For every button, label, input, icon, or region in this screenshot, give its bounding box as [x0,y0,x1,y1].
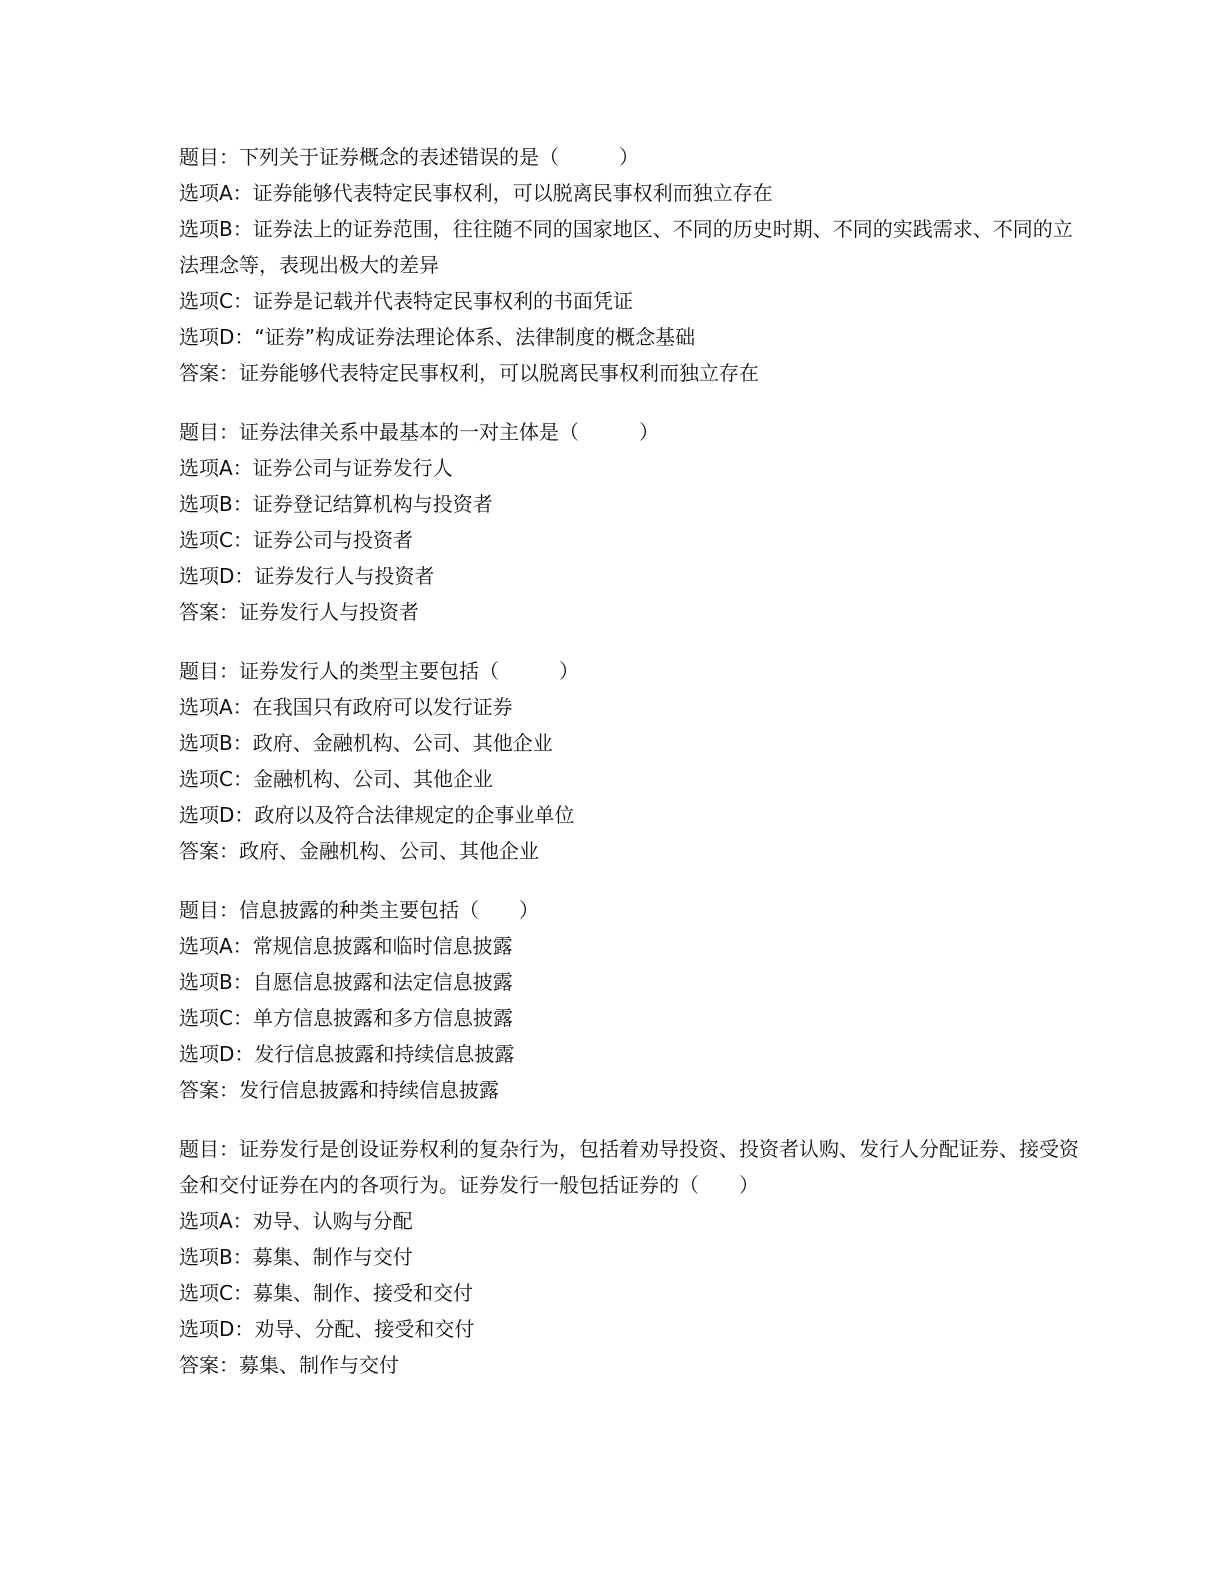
question-block-3 [179,653,1079,869]
answer: 答案：证券发行人与投资者 [179,600,419,624]
option-c: 选项C：证券公司与投资者 [179,528,413,552]
option-b: 选项B：证券法上的证券范围，往往随不同的国家地区、不同的历史时期、不同的实践需求、不同的立法理念等，表现出极大的差异 [179,217,1073,277]
option-a: 选项A：证券能够代表特定民事权利，可以脱离民事权利而独立存在 [179,181,773,205]
option-a: 选项A：证券公司与证券发行人 [179,456,453,480]
option-a: 选项A：常规信息披露和临时信息披露 [179,934,513,958]
question-block-4 [179,892,1079,1108]
answer: 答案：政府、金融机构、公司、其他企业 [179,839,539,863]
option-d: 选项D：发行信息披露和持续信息披露 [179,1042,515,1066]
option-d: 选项D：劝导、分配、接受和交付 [179,1317,475,1341]
question-stem: 题目：证券发行人的类型主要包括（ ） [179,659,579,683]
option-c: 选项C：金融机构、公司、其他企业 [179,767,493,791]
option-d: 选项D：证券发行人与投资者 [179,564,435,588]
question-stem: 题目：证券法律关系中最基本的一对主体是（ ） [179,420,659,444]
answer: 答案：发行信息披露和持续信息披露 [179,1078,499,1102]
question-stem: 题目：证券发行是创设证券权利的复杂行为，包括着劝导投资、投资者认购、发行人分配证券、接受资金和交付证券在内的各项行为。证券发行一般包括证券的（ ） [179,1137,1079,1197]
document-page [179,139,1079,1406]
option-b: 选项B：证券登记结算机构与投资者 [179,492,493,516]
answer: 答案：募集、制作与交付 [179,1353,399,1377]
option-d: 选项D：“证券”构成证券法理论体系、法律制度的概念基础 [179,325,696,349]
option-b: 选项B：募集、制作与交付 [179,1245,413,1269]
question-block-1 [179,139,1079,391]
question-block-5 [179,1131,1079,1383]
answer: 答案：证券能够代表特定民事权利，可以脱离民事权利而独立存在 [179,361,759,385]
question-block-2 [179,414,1079,630]
option-c: 选项C：募集、制作、接受和交付 [179,1281,473,1305]
option-d: 选项D：政府以及符合法律规定的企事业单位 [179,803,575,827]
question-stem: 题目：下列关于证券概念的表述错误的是（ ） [179,145,639,169]
option-a: 选项A：劝导、认购与分配 [179,1209,413,1233]
question-stem: 题目：信息披露的种类主要包括（ ） [179,898,539,922]
option-c: 选项C：单方信息披露和多方信息披露 [179,1006,513,1030]
option-b: 选项B：政府、金融机构、公司、其他企业 [179,731,553,755]
option-b: 选项B：自愿信息披露和法定信息披露 [179,970,513,994]
option-a: 选项A：在我国只有政府可以发行证券 [179,695,513,719]
option-c: 选项C：证券是记载并代表特定民事权利的书面凭证 [179,289,633,313]
